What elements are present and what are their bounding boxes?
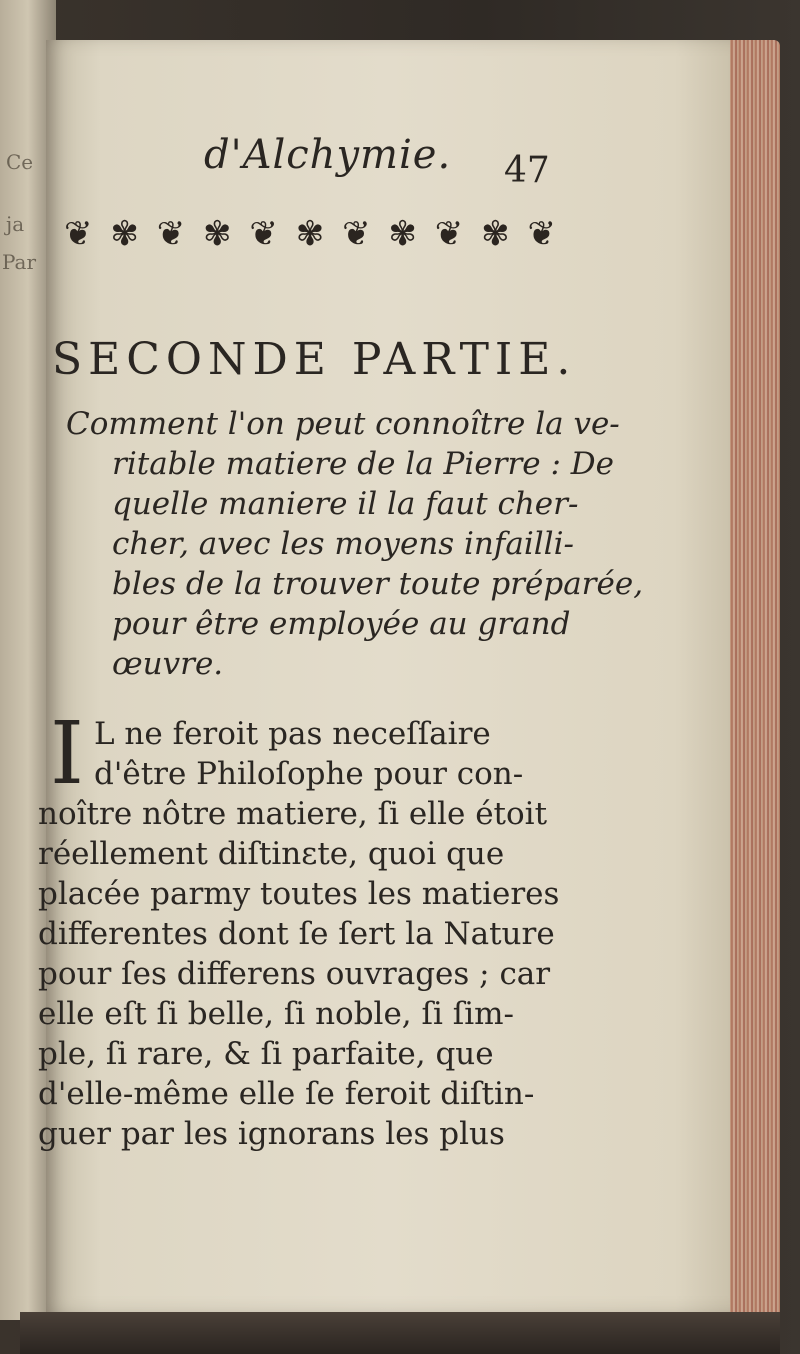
body-line: elle eſt ſi belle, ſi noble, ſi ſim- — [38, 996, 515, 1032]
body-line: d'être Philoſophe pour con- — [93, 756, 524, 792]
fleuron-icon: ❦ — [434, 216, 464, 253]
subtitle-line: œuvre. — [112, 646, 224, 682]
ornamental-band — [64, 210, 556, 260]
subtitle-line: pour être employée au grand — [112, 606, 571, 642]
chapter-subtitle — [66, 404, 644, 684]
subtitle-line: quelle maniere il la faut cher- — [112, 486, 579, 522]
fleuron-icon: ❦ — [156, 216, 186, 253]
page-content — [38, 40, 730, 1312]
body-line: réellement diſtinɛte, quoi que — [38, 836, 505, 872]
subtitle-line: bles de la trouver toute préparée, — [112, 566, 644, 602]
subtitle-line: ritable matiere de la Pierre : De — [112, 446, 614, 482]
running-head: d'Alchymie. — [204, 132, 452, 178]
fleuron-icon: ✾ — [203, 216, 232, 253]
body-line: placée parmy toutes les matieres — [38, 876, 560, 912]
body-line: guer par les ignorans les plus — [38, 1116, 505, 1152]
subtitle-line: cher, avec les moyens infailli- — [112, 526, 574, 562]
part-title: SECONDE PARTIE. — [52, 334, 577, 385]
drop-cap: I — [50, 704, 84, 804]
body-paragraph — [38, 704, 618, 1154]
fleuron-icon: ✾ — [295, 216, 325, 253]
page-edges — [722, 40, 780, 1330]
facing-page-fragment: ja — [6, 212, 25, 236]
fleuron-icon: ✾ — [481, 216, 510, 253]
book-page — [38, 40, 730, 1312]
fleuron-icon: ❦ — [342, 216, 371, 253]
body-line: d'elle-même elle ſe feroit diſtin- — [38, 1076, 535, 1112]
facing-page-fragment: Ce — [6, 150, 34, 174]
fleuron-icon: ❦ — [527, 216, 556, 253]
binding-shadow — [20, 1312, 780, 1354]
facing-page-fragment: Par — [2, 250, 37, 274]
fleuron-icon: ✾ — [388, 216, 417, 253]
fleuron-icon: ❦ — [64, 216, 93, 253]
body-line: differentes dont ſe ſert la Nature — [38, 916, 555, 952]
body-line: L ne feroit pas neceſſaire — [93, 716, 491, 752]
body-line: pour ſes differens ouvrages ; car — [38, 956, 551, 992]
fleuron-icon: ❦ — [249, 216, 278, 253]
body-line: ple, ſi rare, & ſi parfaite, que — [38, 1036, 494, 1072]
page-number: 47 — [504, 150, 550, 191]
subtitle-line: Comment l'on peut connoître la ve- — [66, 406, 620, 442]
fleuron-icon: ✾ — [110, 216, 139, 253]
body-line: noître nôtre matiere, ſi elle étoit — [38, 796, 548, 832]
